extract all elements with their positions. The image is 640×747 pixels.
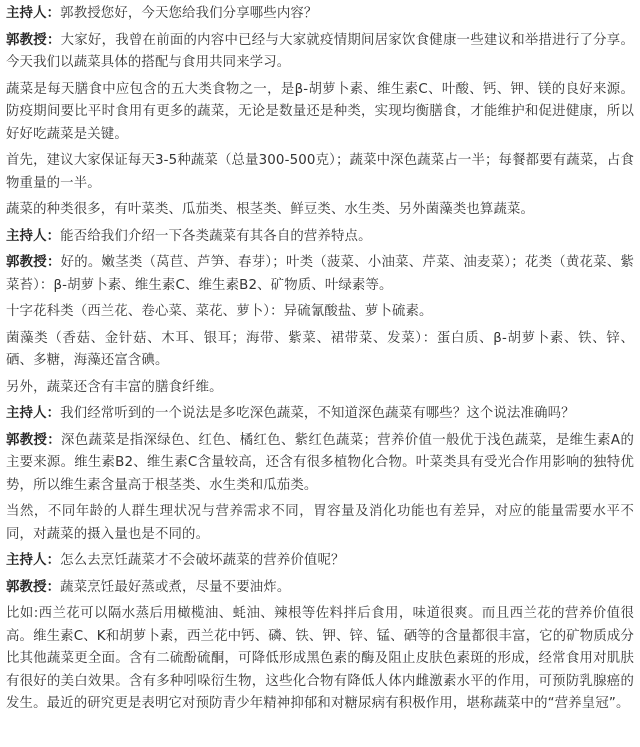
paragraph-text: 菌藻类（香菇、金针菇、木耳、银耳；海带、紫菜、裙带菜、发菜）：蛋白质、β-胡萝卜素、铁、锌、硒、多糖，海藻还富含碘。 — [6, 330, 634, 368]
paragraph — [6, 150, 634, 195]
paragraph-text: 十字花科类（西兰花、卷心菜、菜花、萝卜）：异硫氰酸盐、萝卜硫素。 — [6, 304, 433, 319]
paragraph-text: 首先，建议大家保证每天3-5种蔬菜（总量300-500克）；蔬菜中深色蔬菜占一半；每餐都要有蔬菜，占食物重量的一半。 — [6, 153, 634, 191]
paragraph-text: 当然，不同年龄的人群生理状况与营养需求不同，胃容量及消化功能也有差异，对应的能量需要水平不同，对蔬菜的摄入量也是不同的。 — [6, 504, 634, 542]
paragraph-text: 蔬菜烹饪最好蒸或煮，尽量不要油炸。 — [60, 579, 291, 595]
paragraph — [6, 501, 634, 546]
speaker-label: 主持人： — [6, 553, 61, 568]
paragraph — [6, 301, 634, 324]
paragraph — [6, 377, 634, 400]
paragraph-text: 郭教授您好，今天您给我们分享哪些内容？ — [60, 6, 318, 21]
speaker-label: 主持人： — [6, 6, 61, 21]
paragraph — [6, 199, 634, 222]
paragraph — [6, 603, 634, 716]
paragraph-text: 另外，蔬菜还含有丰富的膳食纤维。 — [6, 379, 223, 395]
paragraph — [6, 328, 634, 373]
speaker-label: 郭教授： — [6, 255, 61, 270]
paragraph-text: 深色蔬菜是指深绿色、红色、橘红色、紫红色蔬菜；营养价值一般优于浅色蔬菜，是维生素A的主要来源。维生素B2、维生素C含量较高，还含有很多植物化合物。叶菜类具有受光合作用影响的独特优势，所以维生素含量高于根茎类、水生类和瓜茄类。 — [6, 432, 634, 493]
paragraph-text: 怎么去烹饪蔬菜才不会破坏蔬菜的营养价值呢？ — [60, 553, 345, 568]
paragraph-professor-answer — [6, 252, 634, 297]
paragraph-text: 好的。嫩茎类（莴苣、芦笋、春芽）；叶类（菠菜、小油菜、芹菜、油麦菜）；花类（黄花菜、紫菜苔）：β-胡萝卜素、维生素C、维生素B2、矿物质、叶绿素等。 — [6, 255, 635, 293]
paragraph-text: 大家好，我曾在前面的内容中已经与大家就疫情期间居家饮食健康一些建议和举措进行了分享。今天我们以蔬菜具体的搭配与食用共同来学习。 — [6, 32, 634, 70]
paragraph-professor-answer — [6, 577, 634, 600]
paragraph-text: 我们经常听到的一个说法是多吃深色蔬菜，不知道深色蔬菜有哪些？这个说法准确吗？ — [60, 406, 575, 421]
paragraph-text: 蔬菜是每天膳食中应包含的五大类食物之一，是β-胡萝卜素、维生素C、叶酸、钙、钾、镁的良好来源。防疫期间要比平时食用有更多的蔬菜，无论是数量还是种类，实现均衡膳食，才能维护和促进健康，所以好好吃蔬菜是关键。 — [6, 81, 634, 142]
paragraph-host-question — [6, 226, 634, 249]
paragraph — [6, 79, 634, 147]
paragraph-professor-answer — [6, 430, 634, 498]
paragraph-text: 蔬菜的种类很多，有叶菜类、瓜茄类、根茎类、鲜豆类、水生类、另外菌藻类也算蔬菜。 — [6, 202, 535, 217]
speaker-label: 郭教授： — [6, 432, 61, 448]
speaker-label: 主持人： — [6, 406, 61, 421]
speaker-label: 郭教授： — [6, 32, 61, 48]
paragraph-host-question — [6, 403, 634, 426]
paragraph-professor-answer — [6, 30, 634, 75]
paragraph-text: 能否给我们介绍一下各类蔬菜有其各自的营养特点。 — [60, 228, 372, 244]
paragraph-host-question — [6, 3, 634, 26]
speaker-label: 主持人： — [6, 228, 61, 244]
paragraph-text: 比如:西兰花可以隔水蒸后用橄榄油、蚝油、辣根等佐料拌后食用，味道很爽。而且西兰花的营养价值很高。维生素C、K和胡萝卜素，西兰花中钙、磷、铁、钾、锌、锰、硒等的含量都很丰富，它的矿物质成分比其他蔬菜更全面。含有二硫酚硫酮，可降低形成黑色素的酶及阻止皮肤色素斑的形成，经常食用对肌肤有很好的美白效果。含有多种吲哚衍生物，这些化合物有降低人体内雌激素水平的作用，可预防乳腺癌的发生。最近的研究更是表明它对预防青少年精神抑郁和对糖尿病有积极作用，堪称蔬菜中的“营养皇冠”。 — [6, 606, 634, 711]
speaker-label: 郭教授： — [6, 579, 61, 595]
paragraph-host-question — [6, 550, 634, 573]
